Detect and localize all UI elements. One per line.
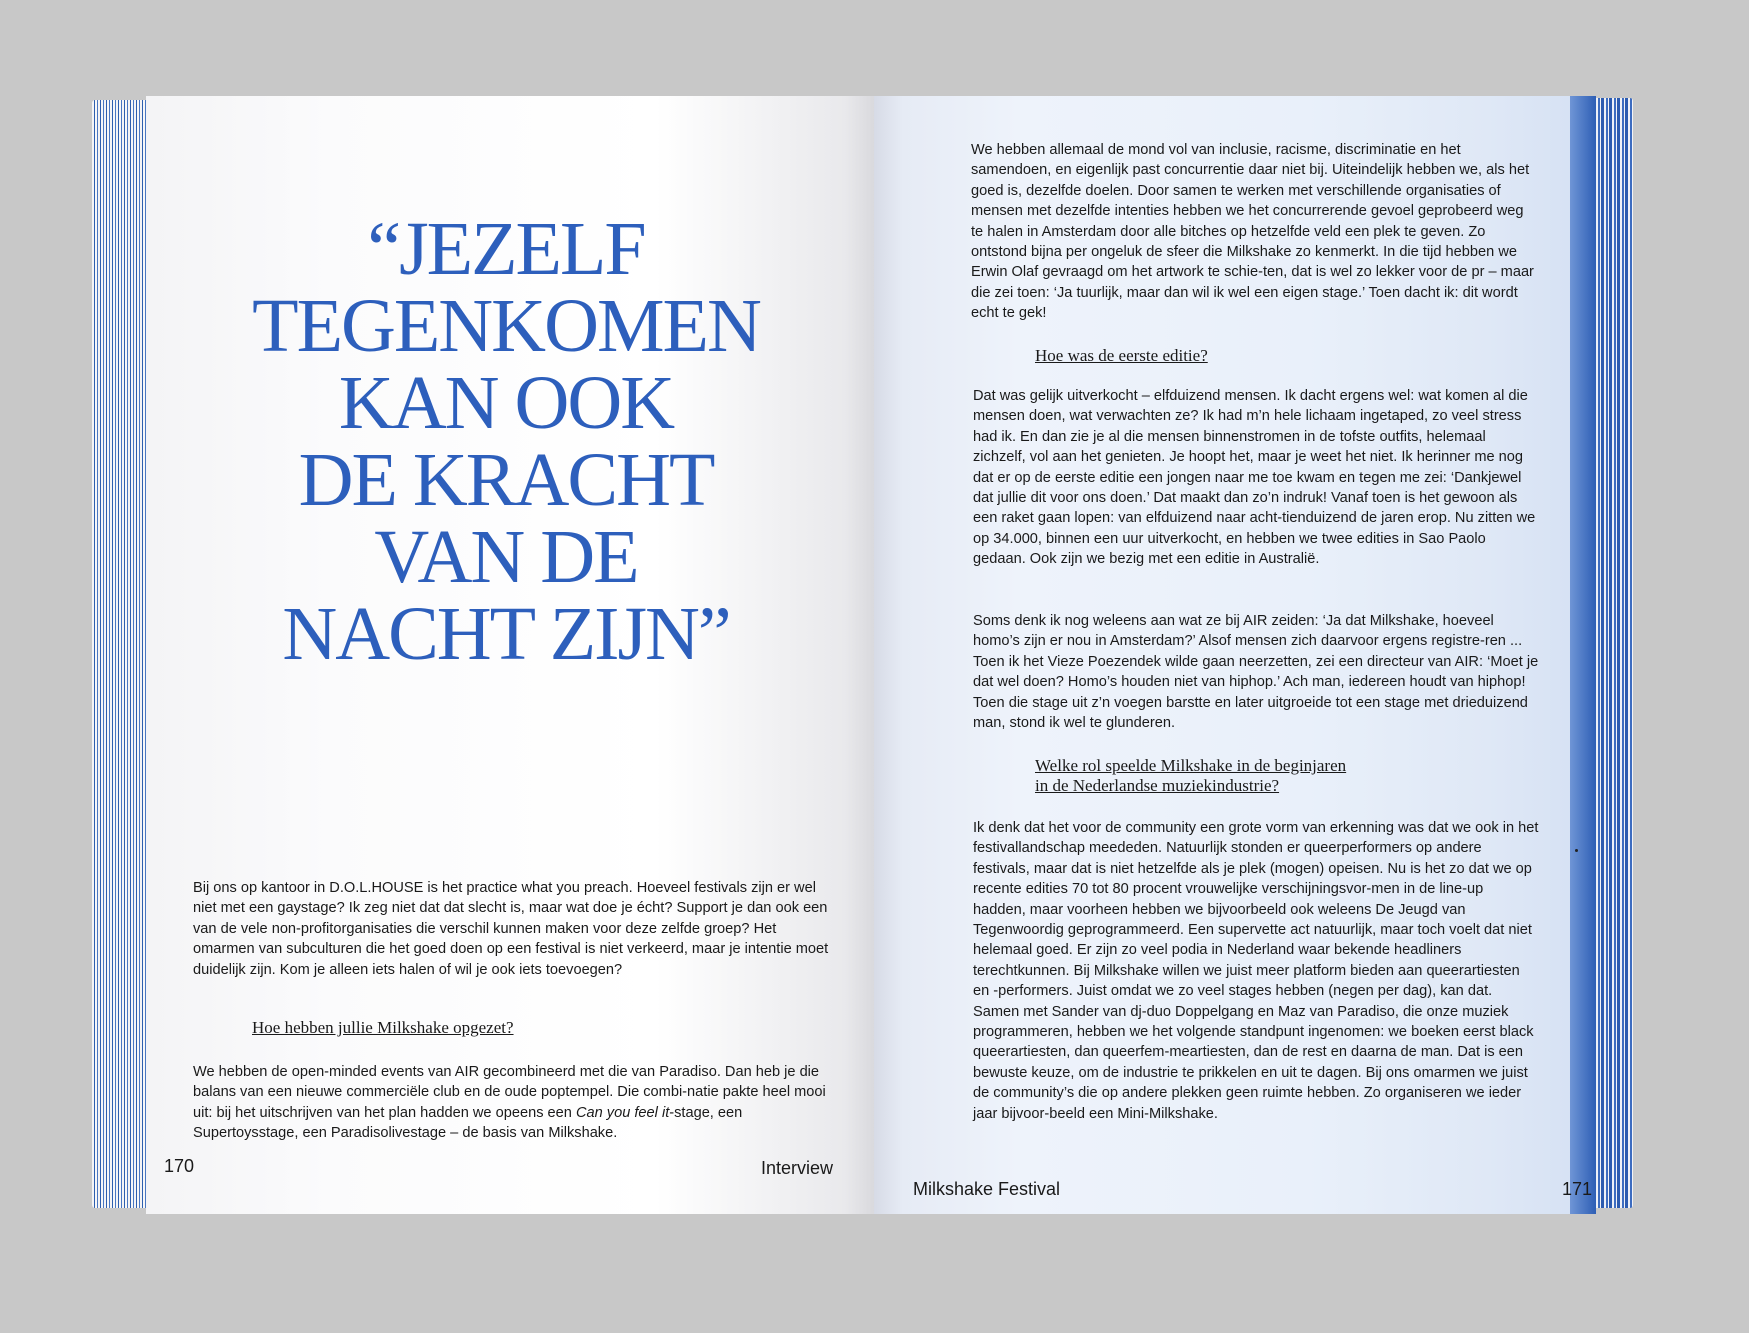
- pull-quote-line: “JEZELF: [367, 207, 645, 291]
- right-paragraph-3: Soms denk ik nog weleens aan wat ze bij AIR zeiden: ‘Ja dat Milkshake, hoeveel homo’s zijn er nou in Amsterdam?’ Alsof mensen zich daarvoor ergens registre-ren ... Toen ik het Vieze Poezendek wilde gaan neerzetten, zei een directeur van AIR: ‘Moet je dat wel doen? Homo’s houden niet van hiphop.’ Ach man, iedereen houdt van hiphop! Toen die stage uit z’n voegen barstte en later uitgroeide tot een stage met drieduizend man, stond ik wel te glunderen.: [973, 613, 1539, 732]
- page-edges-left: [92, 100, 148, 1208]
- pull-quote-line: TEGENKOMEN: [252, 284, 760, 368]
- right-paragraph-4: Ik denk dat het voor de community een grote vorm van erkenning was dat we ook in het festivallandschap meededen. Natuurlijk stonden er queerperformers op andere festivals, maar dat is niet hetzelfde als je plek (mogen) opeisen. Nu is het zo dat we op recente edities 70 tot 80 procent vrouwelijke verschijningsvor-men in de line-up hadden, maar voorheen hebben we bijvoorbeeld ook weleens De Jeugd van Tegenwoordig geprogrammeerd. Een supervette act natuurlijk, maar toch voelt dat niet helemaal goed. Er zijn zo veel podia in Nederland waar bekende headliners terechtkunnen. Bij Milkshake willen we juist meer platform bieden aan queerartiesten en -performers. Juist omdat we zo veel stages hebben (negen per dag), kan dat. Samen met Sander van dj-duo Doppelgang en Maz van Paradiso, die onze muziek programmeren, hebben we het volgende standpunt ingenomen: we boeken eerst black queerartiesten, dan queerfem-meartiesten, dan de rest en daarna de man. Dat is een bewuste keuze, om de industrie te prikkelen en uit te dagen. Bij ons omarmen we juist de community’s die op andere plekken geen ruimte hebben. Zo organiseren we ieder jaar bijvoor-beeld een Mini-Milkshake.: [973, 820, 1539, 1122]
- page-number-left: 170: [164, 1156, 195, 1176]
- pull-quote-line: DE KRACHT: [298, 438, 714, 522]
- left-paragraph-2: [193, 1062, 829, 1144]
- right-heading-2: [1035, 756, 1515, 796]
- heading-line: Welke rol speelde Milkshake in de beginjaren: [1035, 756, 1347, 775]
- paragraph-text: -stage, een Supertoysstage, een Paradisolivestage – de basis van Milkshake.: [193, 1104, 743, 1142]
- left-heading-1: Hoe hebben jullie Milkshake opgezet?: [252, 1018, 514, 1037]
- heading-line: in de Nederlandse muziekindustrie?: [1035, 776, 1280, 795]
- left-page: [146, 96, 874, 1214]
- pull-quote-line: KAN OOK: [338, 361, 674, 445]
- paragraph-italic-text: Can you feel it: [575, 1104, 670, 1121]
- page-edges-right: [1593, 98, 1633, 1208]
- ink-dot: [1575, 849, 1578, 852]
- page-number-right: 171: [1562, 1179, 1593, 1199]
- running-footer-right: Milkshake Festival: [913, 1179, 1061, 1199]
- right-page: [874, 96, 1596, 1214]
- pull-quote-line: VAN DE: [374, 515, 638, 599]
- right-heading-1: Hoe was de eerste editie?: [1035, 346, 1208, 365]
- right-paragraph-1: We hebben allemaal de mond vol van inclusie, racisme, discriminatie en het samendoen, en eigenlijk past concurrentie daar niet bij. Uiteindelijk hebben we, als het goed is, dezelfde doelen. Door samen te werken met verschillende organisaties of mensen met dezelfde intenties hebben we het concurrerende gevoel geprobeerd weg te halen in Amsterdam door alle bitches op hetzelfde veld een plek te geven. Zo ontstond bijna per ongeluk de sfeer die Milkshake zo kenmerkt. In die tijd hebben we Erwin Olaf gevraagd om het artwork te schie-ten, dat is wel zo lekker voor de pr – maar die zei toen: ‘Ja tuurlijk, maar dan wil ik wel een eigen stage.’ Toen dacht ik: dit wordt echt te gek!: [971, 142, 1534, 322]
- paragraph-text: We hebben de open-minded events van AIR gecombineerd met die van Paradiso. Dan heb je die balans van een nieuwe commerciële club en de oude poptempel. Die combi-natie pakte heel mooi uit: bij het uitschrijven van het plan hadden we opeens een: [193, 1064, 826, 1121]
- right-paragraph-2: Dat was gelijk uitverkocht – elfduizend mensen. Ik dacht ergens wel: wat komen al die mensen doen, wat verwachten ze? Ik had m’n hele lichaam ingetaped, zo veel stress had ik. En dan zie je al die mensen binnenstromen in de tofste outfits, helemaal zichzelf, vol aan het genieten. Je hoopt het, maar je weet het niet. Ik herinner me nog dat er op de eerste editie een jongen naar me toe kwam en tegen me zei: ‘Dankjewel dat jullie dit voor ons doen.’ Dat maakt dan zo’n indruk! Vanaf toen is het gewoon als een raket gaan lopen: van elfduizend naar acht-tienduizend de jaren erop. Nu zitten we op 34.000, binnen een uur uitverkocht, en hebben we twee edities in Sao Paolo gedaan. Ook zijn we bezig met een editie in Australië.: [973, 388, 1536, 568]
- blue-image-bleed: [1570, 96, 1596, 1214]
- pull-quote-line: NACHT ZIJN”: [282, 592, 730, 676]
- left-paragraph-1: Bij ons op kantoor in D.O.L.HOUSE is het practice what you preach. Hoeveel festivals zijn er wel niet met een gaystage? Ik zeg niet dat dat slecht is, maar wat doe je écht? Support je dan ook een van de vele non-profitorganisaties die verschil kunnen maken voor deze zelfde groep? Het omarmen van subculturen die het goed doen op een festival is niet verkeerd, maar je intentie moet duidelijk zijn. Kom je alleen iets halen of wil je ook iets toevoegen?: [193, 880, 829, 978]
- running-footer-left: Interview: [761, 1158, 834, 1178]
- pull-quote: [186, 207, 826, 676]
